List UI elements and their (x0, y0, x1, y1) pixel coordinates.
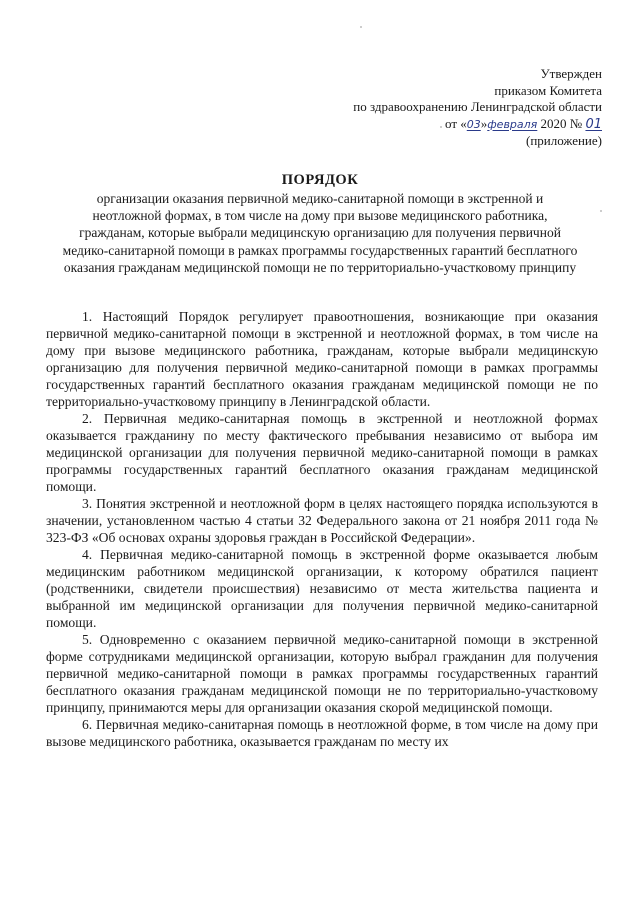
date-year: 2020 № (540, 115, 583, 131)
date-prefix: от « (445, 115, 467, 131)
paragraph-5: 5. Одновременно с оказанием первичной медико-санитарной помощи в экстренной форме сотрудниками медицинской организации, которую выбрал гражданин для получения первичной медико-санитарной помощи в рамках программы государственных гарантий бесплатного оказания гражданам медицинской помощи не по территориально-участковому принципу, принимаются меры для организации оказания скорой медицинской помощи. (46, 632, 598, 715)
scan-speck (600, 210, 602, 212)
approval-line-3: по здравоохранению Ленинградской области (353, 99, 602, 114)
approval-block (272, 66, 602, 150)
paragraph-1: 1. Настоящий Порядок регулирует правоотношения, возникающие при оказания первичной медико-санитарной помощи в экстренной и неотложной формах, в том числе на дому при вызове медицинского работника, гражданам, которые выбрали медицинскую организацию для получения первичной медико-санитарной помощи в рамках программы государственных гарантий бесплатного оказания гражданам медицинской помощи не по территориально-участковому принципу в Ленинградской области. (46, 309, 598, 409)
paragraph-4: 4. Первичная медико-санитарной помощь в экстренной форме оказывается любым медицинским работником медицинской организации, к которому обратился пациент (родственники, свидетели происшествия) независимо от места жительства пациента и выбранной им медицинской организации для получения первичной медико-санитарной помощи. (46, 547, 598, 630)
paragraph-3: 3. Понятия экстренной и неотложной форм в целях настоящего порядка используются в значении, установленном частью 4 статьи 32 Федерального закона от 21 ноября 2011 года № 323-ФЗ «Об основах охраны здоровья граждан в Российской Федерации». (46, 496, 598, 545)
scan-speck (360, 26, 362, 28)
approval-line-2: приказом Комитета (494, 82, 602, 98)
paragraph-2: 2. Первичная медико-санитарная помощь в экстренной и неотложной формах оказывается гражданину по месту фактического пребывания независимо от выбора им медицинской организации для получения первичной медико-санитарной помощи в рамках программы государственных гарантий бесплатного оказания гражданам медицинской помощи. (46, 411, 598, 494)
document-title: ПОРЯДОК (281, 172, 359, 188)
approval-line-5: (приложение) (525, 133, 602, 148)
date-day: 03 (466, 117, 481, 131)
approval-date-line (272, 116, 602, 134)
document-body (46, 308, 598, 750)
paragraph-6: 6. Первичная медико-санитарная помощь в неотложной форме, в том числе на дому при вызове медицинского работника, оказывается гражданам по месту их (46, 717, 598, 749)
date-month: февраля (487, 117, 538, 131)
date-mid: » (480, 115, 488, 131)
date-number: 01 (585, 116, 602, 132)
document-subtitle: организации оказания первичной медико-санитарной помощи в экстренной и неотложной формах, в том числе на дому при вызове медицинского работника, гражданам, которые выбрали медицинскую организацию для получения первичной медико-санитарной помощи в рамках программы государственных гарантий бесплатного оказания гражданам медицинской помощи не по территориально-участковому принципу (62, 191, 578, 275)
scan-speck (440, 126, 442, 128)
approval-line-1: Утвержден (540, 66, 602, 81)
